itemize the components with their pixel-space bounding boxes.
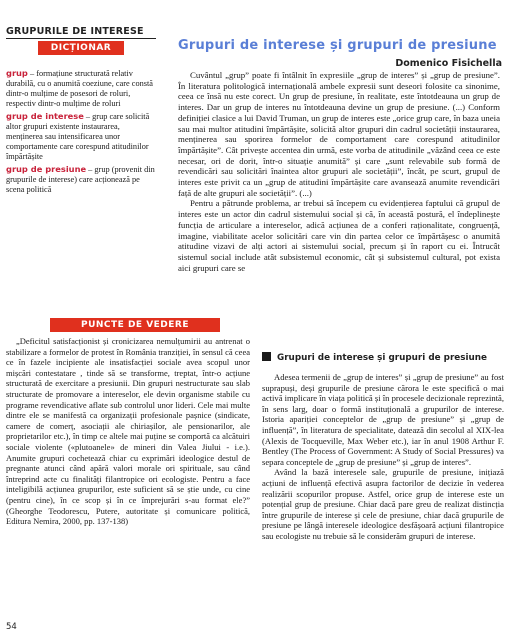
box-paragraph: Adesea termenii de „grup de interes” și „grup de presiune” au fost suprapuși, deși grupurile de presiune cărora le este specifică o mai activă implicare în viața politică și în procesele decizionale reprezintă, în sens larg, doar o formă instituțională a grupurilor de interese. Istoria apariției conceptelor de „grup de presiune” și „grup de influență”, în literatura de specialitate, datează din secolul al XIX-lea (Alexis de Tocqueville, Max Weber etc.), iar în anul 1908 Arthur F. Bentley (The Process of Government: A Study of Social Pressures) va separa conceptele de „grup de presiune” și „grup de interes”.: [262, 372, 504, 467]
box-paragraph: Având la bază interesele sale, grupurile de presiune, inițiază acțiuni de influență efectivă asupra factorilor de decizie în vederea realizării scopurilor propuse. Astfel, orice grup de interese este un potențial grup de presiune. Chiar dacă pare greu de realizat distincția între grupurile de interese și cele de presiune, chiar dacă grupurile de presiune pe lângă interesele ideologice desfășoară acțiuni filantropice sau ecologiste nu trebuie să le considerăm grupuri de interese.: [262, 467, 504, 541]
glossary-term: grup: [6, 68, 28, 78]
viewpoints-badge: PUNCTE DE VEDERE: [50, 318, 220, 332]
article-body: [178, 70, 500, 273]
glossary-definition: formațiune structurată relativ durabilă, cu o anumită coeziune, care constă dintr-o mulțime de posesori de roluri, respectiv dintr-o mulțime de roluri: [6, 69, 153, 108]
glossary-term: grup de interese: [6, 111, 84, 121]
article-paragraph: Cuvântul „grup” poate fi întâlnit în expresiile „grup de interes” și „grup de presiune”. În literatura politologică internațională ambele expresii sunt deseori folosite ca sinonime, ceea ce însă nu este corect. Un grup de presiune, în realitate, este întotdeauna un grup de interes. Dar un grup de interes nu întotdeauna devine un grup de presiune. (...) Conform definiției clasice a lui David Truman, un grup de interes este „orice grup care, în baza uneia sau mai multor atitudini împărtășite, solicită altor grupuri din cadrul societății instaurarea, menținerea sau sporirea formelor de comportament care corespund atitudinilor împărtășite”. Cât privește accentea din urmă, este vorba de atitudinile „văzând ceea ce este necesar, ori de dorit, într-o situație anumită” și care „sunt relevabile sub formă de revendicări sau solicitări înaintea altor grupuri ale societății”, încât, pe scurt, grupul de interes este privit ca un „grup de atitudini împărtășite care avansează anumite revendicări față de alte grupuri ale societății”. (...): [178, 70, 500, 198]
article-paragraph: Pentru a pătrunde problema, ar trebui să începem cu evidențierea faptului că grupul de interes este un actor din cadrul sistemului social și că, în această postură, el îndeplinește funcția de articulare a intereselor, adică acțiunea de a conferi raționalitate, congruență, imagine, viabilitate acelor solicitări care vin din partea celor ce împărtășesc o anumită atitudine vizavi de alți actori ai sistemului social, precum și în raport cu ei. Întrucât sistemul social include atât subsistemul economic, cât și subsistemul cultural, pot exista aici grupuri care se: [178, 198, 500, 273]
square-bullet-icon: [262, 352, 271, 361]
glossary-entry: grup – formațiune structurată relativ durabilă, cu o anumită coeziune, care constă dintr-o mulțime de posesori de roluri, respectiv dintr-o mulțime de roluri: [6, 68, 153, 108]
glossary-definition: grup (provenit din grupurile de interese) care acționează pe scena politică: [6, 165, 155, 194]
glossary-term: grup de presiune: [6, 164, 87, 174]
glossary-list: [6, 68, 156, 197]
page-number: 54: [6, 622, 17, 632]
glossary-entry: grup de presiune – grup (provenit din grupurile de interese) care acționează pe scena politică: [6, 164, 155, 194]
glossary-section-title: GRUPURILE DE INTERESE: [6, 26, 156, 39]
glossary-header: [6, 26, 156, 55]
box-title: Grupuri de interese și grupuri de presiune: [262, 352, 504, 363]
viewpoints-paragraph: „Deficitul satisfacționist și cronicizarea nemulțumirii au antrenat o stabilizare a formelor de protest în România tranziției, în sensul că ceea ce în fazele incipiente ale insatisfacției sociale avea scopul unor mișcări contestatare , tinde să se transforme, treptat, într-o acțiune structurată de exercitare a presiunii. Din grupuri nestructurate sau slab structurate de promovare a intereselor, ele devin organisme stabile cu programe revendicative aflate sub controlul unor lideri. Cele mai multe dintre ele se manifestă ca organizații profesionale pașnice (sindicate, camere de comerț, asociații ale chiriașilor, ale pensionarilor, ale proprietarilor etc.), în timp ce altele mai puține se comportă ca alcătuiri sociale violente («plutoanele» de mineri din Valea Jiului - i.e.). Anumite grupuri cochetează chiar cu exprimări ideologice destul de pregnante atunci când apără valori morale ori spirituale, sau când întreprind acte cu finalități filantropice ori ecologiste. Pentru a face inteligibilă acțiunea grupurilor, este suficient să se știe unde, cu cine (pentru cine), în ce scop și în ce împrejurări s-au format ele?” (Gheorghe Teodorescu, Putere, autoritate și comunicare politică, Editura Nemira, 2000, pp. 137-138): [6, 336, 250, 527]
box-body: [262, 372, 504, 542]
glossary-definition: grup care solicită altor grupuri existente instaurarea, menținerea sau intensificarea unor comportamente care corespund atitudinilor împărtășite: [6, 112, 150, 161]
viewpoints-body: [6, 336, 250, 527]
dictionary-badge: DICȚIONAR: [38, 41, 124, 55]
article-author: Domenico Fisichella: [395, 58, 502, 69]
article-title: Grupuri de interese și grupuri de presiune: [178, 38, 497, 53]
glossary-entry: grup de interese – grup care solicită altor grupuri existente instaurarea, menținerea sau intensificarea unor comportamente care corespund atitudinilor împărtășite: [6, 111, 150, 161]
